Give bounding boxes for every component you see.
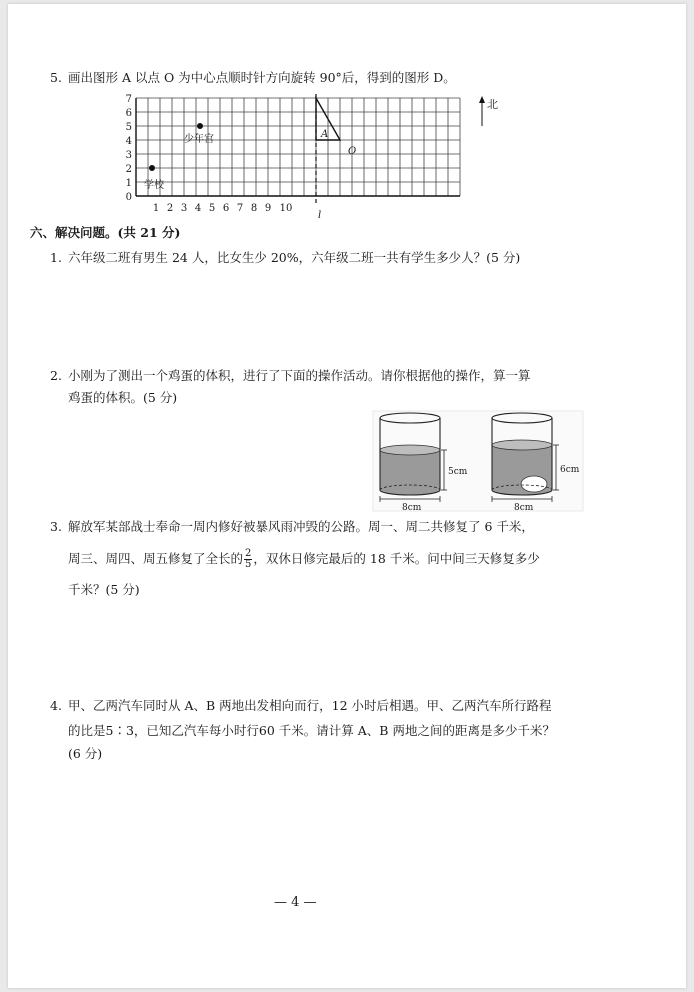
north-label: 北 (487, 98, 498, 111)
y-tick-5: 5 (125, 122, 132, 133)
fraction-denominator: 5 (245, 559, 252, 570)
label-l: l (318, 210, 322, 220)
q4-text-3: (6 分) (68, 746, 103, 761)
cylinder-1-height-label: 5cm (448, 467, 468, 477)
y-tick-7: 7 (125, 94, 132, 105)
cylinder-2-width-label: 8cm (514, 503, 534, 513)
x-tick-3: 3 (180, 203, 188, 214)
fraction-numerator: 2 (245, 548, 252, 559)
egg-shape (521, 476, 547, 492)
school-label: 学校 (144, 180, 164, 191)
q4-line-1 (50, 698, 552, 714)
school-point (149, 165, 155, 171)
q4-text-1: 甲、乙两汽车同时从 A、B 两地出发相向而行，12 小时后相遇。甲、乙两汽车所行路程 (68, 698, 552, 713)
x-tick-6: 6 (222, 203, 230, 214)
fraction-two-fifths (244, 549, 252, 570)
q2-text-2: 鸡蛋的体积。(5 分) (68, 390, 178, 405)
q3-line-2 (68, 549, 540, 570)
q5-text: 画出图形 A 以点 O 为中心点顺时针方向旋转 90°后，得到的图形 D。 (68, 70, 456, 85)
x-tick-2: 2 (166, 203, 174, 214)
q1-number: 1. (50, 250, 62, 265)
section-6-title: 六、解决问题。(共 21 分) (30, 225, 181, 240)
x-tick-9: 9 (264, 203, 272, 214)
q1-text: 六年级二班有男生 24 人，比女生少 20%，六年级二班一共有学生多少人？(5 分) (68, 250, 521, 265)
coordinate-grid (118, 88, 508, 220)
y-tick-4: 4 (125, 136, 132, 147)
q2-text-1: 小刚为了测出一个鸡蛋的体积，进行了下面的操作活动。请你根据他的操作，算一算 (68, 368, 531, 383)
q1-line (50, 250, 520, 266)
youth-palace-point (197, 123, 203, 129)
cylinder-2-height-label: 6cm (560, 465, 580, 475)
y-tick-1: 1 (125, 178, 132, 189)
cylinder-figures (368, 406, 588, 514)
q3-number: 3. (50, 519, 62, 534)
x-tick-7: 7 (236, 203, 244, 214)
q2-number: 2. (50, 368, 62, 383)
x-tick-8: 8 (250, 203, 258, 214)
y-tick-3: 3 (125, 150, 132, 161)
label-o: O (348, 146, 357, 157)
page-number: — 4 — (274, 895, 317, 910)
q2-line-1 (50, 368, 531, 384)
q5-line (50, 70, 456, 86)
y-tick-2: 2 (125, 164, 132, 175)
exam-page (8, 4, 686, 988)
y-tick-0: 0 (125, 192, 132, 203)
cylinder-1-width-label: 8cm (402, 503, 422, 513)
youth-palace-label: 少年宫 (184, 134, 214, 145)
q3-text-2b: ，双休日修完最后的 18 千米。问中间三天修复多少 (253, 551, 540, 566)
x-tick-5: 5 (208, 203, 216, 214)
q3-text-2a: 周三、周四、周五修复了全长的 (68, 551, 244, 566)
q3-line-1 (50, 519, 534, 535)
q5-number: 5. (50, 70, 62, 85)
x-tick-4: 4 (194, 203, 202, 214)
q4-text-2: 的比是5∶3，已知乙汽车每小时行60 千米。请计算 A、B 两地之间的距离是多少千米？ (68, 723, 555, 738)
label-a: A (321, 129, 329, 140)
q3-text-1: 解放军某部战士奉命一周内修好被暴风雨冲毁的公路。周一、周二共修复了 6 千米， (68, 519, 534, 534)
x-tick-10: 10 (279, 203, 293, 214)
y-tick-6: 6 (125, 108, 132, 119)
north-arrow-head (479, 96, 485, 103)
q4-number: 4. (50, 698, 62, 713)
q3-text-3: 千米？(5 分) (68, 582, 140, 597)
x-tick-1: 1 (152, 203, 160, 214)
